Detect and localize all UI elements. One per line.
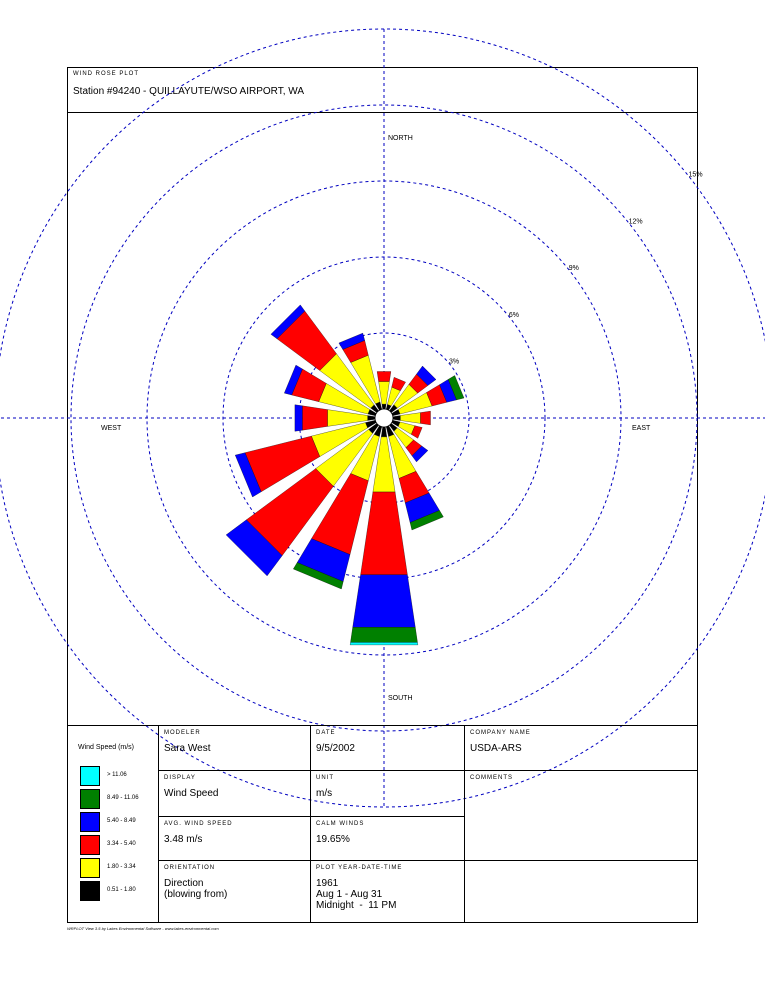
petal-segment — [368, 416, 376, 421]
legend-label: 0.51 - 1.80 — [107, 887, 136, 893]
legend-swatch — [80, 881, 100, 901]
period-cell — [311, 861, 464, 923]
petal-segment — [381, 427, 387, 437]
legend-label: 1.80 - 3.34 — [107, 864, 136, 870]
avg-speed-value: 3.48 m/s — [164, 834, 203, 845]
wind-rose-chart — [68, 113, 703, 725]
petal-segment — [295, 405, 303, 432]
date-value: 9/5/2002 — [316, 743, 355, 754]
avg-speed-cell — [159, 817, 310, 860]
legend-swatch — [80, 789, 100, 809]
east-label: EAST — [632, 425, 651, 432]
modeler-label: MODELER — [164, 730, 201, 736]
petal-segment — [353, 575, 416, 628]
display-value: Wind Speed — [164, 788, 219, 799]
legend-label: 3.34 - 5.40 — [107, 841, 136, 847]
legend-swatch — [80, 858, 100, 878]
calm-circle — [375, 409, 393, 427]
ring-label: 9% — [568, 265, 579, 273]
petal-segment — [350, 642, 418, 645]
software-credit: WRPLOT View 3.5 by Lakes Environmental Software - www.lakes-environmental.com — [67, 926, 219, 931]
ring-label: 6% — [508, 311, 519, 319]
west-label: WEST — [101, 425, 122, 432]
legend-panel — [68, 726, 158, 923]
comments-cell — [465, 771, 697, 860]
unit-value: m/s — [316, 788, 333, 799]
company-cell — [465, 726, 697, 770]
petal-segment — [377, 372, 391, 382]
plot-header — [68, 68, 697, 113]
ring-label: 15% — [688, 171, 703, 179]
petal-segment — [400, 413, 420, 424]
legend-item — [80, 881, 160, 901]
comments-label: COMMENTS — [470, 775, 513, 781]
legend-swatch — [80, 812, 100, 832]
company-value: USDA-ARS — [470, 743, 522, 754]
legend-item — [80, 766, 160, 786]
legend-item — [80, 789, 160, 809]
date-cell — [311, 726, 464, 770]
plot-frame — [67, 67, 703, 923]
avg-speed-label: AVG. WIND SPEED — [164, 821, 233, 827]
ring-label: 12% — [628, 218, 643, 226]
north-label: NORTH — [388, 135, 413, 142]
petal-segment — [361, 492, 408, 575]
info-panel — [68, 725, 697, 923]
petal-segment — [351, 627, 418, 642]
date-label: DATE — [316, 730, 336, 736]
orientation-value: Direction (blowing from) — [164, 878, 228, 900]
display-cell — [159, 771, 310, 816]
legend-item — [80, 858, 160, 878]
orientation-label: ORIENTATION — [164, 865, 216, 871]
legend-label: 8.49 - 11.06 — [107, 795, 139, 801]
calm-winds-value: 19.65% — [316, 834, 350, 845]
petal-segment — [379, 382, 390, 405]
legend-item — [80, 835, 160, 855]
legend-label: > 11.06 — [107, 772, 127, 778]
unit-label: UNIT — [316, 775, 334, 781]
legend-swatch — [80, 766, 100, 786]
period-label: PLOT YEAR-DATE-TIME — [316, 865, 403, 871]
calm-winds-label: CALM WINDS — [316, 821, 365, 827]
petal-segment — [382, 404, 386, 409]
modeler-value: Sara West — [164, 743, 211, 754]
petal-segment — [302, 406, 327, 430]
south-label: SOUTH — [388, 695, 413, 702]
orientation-cell — [159, 861, 310, 923]
modeler-cell — [159, 726, 310, 770]
period-value: 1961 Aug 1 - Aug 31 Midnight - 11 PM — [316, 878, 397, 911]
petal-segment — [393, 416, 401, 421]
display-label: DISPLAY — [164, 775, 196, 781]
company-label: COMPANY NAME — [470, 730, 531, 736]
legend-title: Wind Speed (m/s) — [78, 744, 135, 751]
plot-type-label: WIND ROSE PLOT — [73, 71, 140, 77]
legend-label: 5.40 - 8.49 — [107, 818, 136, 824]
petal-segment — [421, 411, 431, 425]
ring-label: 3% — [448, 358, 460, 366]
station-title: Station #94240 - QUILLAYUTE/WSO AIRPORT, WA — [73, 86, 305, 97]
legend-swatch — [80, 835, 100, 855]
legend-item — [80, 812, 160, 832]
unit-cell — [311, 771, 464, 816]
calm-winds-cell — [311, 817, 464, 860]
